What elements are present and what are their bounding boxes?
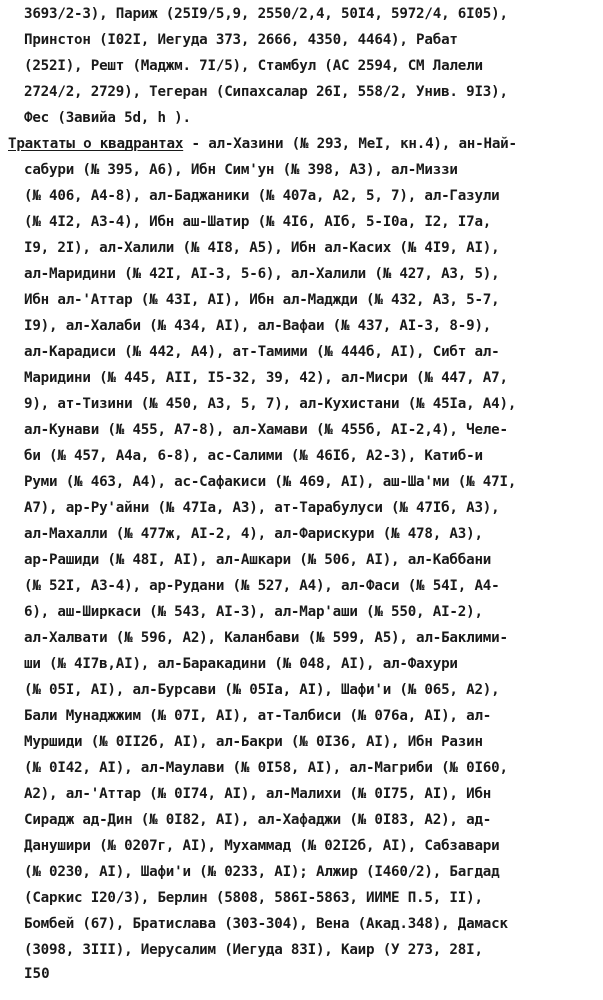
- text-line: ал-Маридини (№ 42I, АI-3, 5-6), ал-Халили (№ 427, А3, 5),: [24, 266, 500, 282]
- text-line: Бомбей (67), Братислава (303-304), Вена (Акад.348), Дамаск: [24, 916, 508, 932]
- text-line: Муршиди (№ 0II2б, АI), ал-Бакри (№ 0I36, АI), Ибн Разин: [24, 734, 483, 750]
- text-line: I9, 2I), ал-Халили (№ 4I8, А5), Ибн ал-Касих (№ 4I9, АI),: [24, 240, 500, 256]
- text-line: ар-Рашиди (№ 48I, АI), ал-Ашкари (№ 506, АI), ал-Каббани: [24, 552, 492, 568]
- text-line: Маридини (№ 445, АII, I5-32, 39, 42), ал-Мисри (№ 447, А7,: [24, 370, 508, 386]
- text-line: 9), ат-Тизини (№ 450, А3, 5, 7), ал-Кухистани (№ 45Iа, А4),: [24, 396, 517, 412]
- text-line: би (№ 457, А4а, 6-8), ас-Салими (№ 46Iб, А2-3), Катиб-и: [24, 448, 483, 464]
- text-line: (№ 05I, АI), ал-Бурсави (№ 05Iа, АI), Шафи'и (№ 065, А2),: [24, 682, 500, 698]
- text-line: ал-Халвати (№ 596, А2), Каланбави (№ 599, А5), ал-Баклими-: [24, 630, 508, 646]
- section-first-line: [8, 132, 517, 156]
- text-line: 3693/2-3), Париж (25I9/5,9, 2550/2,4, 50I4, 5972/4, 6I05),: [24, 6, 508, 22]
- text-line: Фес (Завийа 5d, h ).: [24, 110, 191, 126]
- text-line: Принстон (I02I, Иегуда 373, 2666, 4350, 4464), Рабат: [24, 32, 458, 48]
- text-line: ал-Кунави (№ 455, А7-8), ал-Хамави (№ 455б, АI-2,4), Челе-: [24, 422, 508, 438]
- section-term: Трактаты о квадрантах: [8, 136, 184, 152]
- text-line: (№ 52I, А3-4), ар-Рудани (№ 527, А4), ал-Фаси (№ 54I, А4-: [24, 578, 500, 594]
- text-line: (Саркис I20/3), Берлин (5808, 586I-5863, ИИМЕ П.5, II),: [24, 890, 483, 906]
- text-line: 2724/2, 2729), Тегеран (Сипахсалар 26I, 558/2, Унив. 9I3),: [24, 84, 508, 100]
- text-line: Сирадж ад-Дин (№ 0I82, АI), ал-Хафаджи (№ 0I83, А2), ад-: [24, 812, 492, 828]
- text-line: 6), аш-Ширкаси (№ 543, АI-3), ал-Мар'аши (№ 550, АI-2),: [24, 604, 483, 620]
- text-line: Руми (№ 463, А4), ас-Сафакиси (№ 469, АI), аш-Ша'ми (№ 47I,: [24, 474, 517, 490]
- text-line: (№ 0230, АI), Шафи'и (№ 0233, АI); Алжир (I460/2), Багдад: [24, 864, 500, 880]
- text-line: сабури (№ 395, А6), Ибн Сим'ун (№ 398, А3), ал-Миззи: [24, 162, 458, 178]
- text-line: ал-Махалли (№ 477ж, АI-2, 4), ал-Фарискури (№ 478, А3),: [24, 526, 483, 542]
- text-line: ал-Карадиси (№ 442, А4), ат-Тамими (№ 444б, АI), Сибт ал-: [24, 344, 500, 360]
- text-line: (252I), Решт (Маджм. 7I/5), Стамбул (АС 2594, СМ Лалели: [24, 58, 483, 74]
- text-line: (3098, 3III), Иерусалим (Иегуда 83I), Каир (У 273, 28I,: [24, 942, 483, 958]
- text-line: I9), ал-Халаби (№ 434, АI), ал-Вафаи (№ 437, АI-3, 8-9),: [24, 318, 492, 334]
- text-line: А2), ал-'Аттар (№ 0I74, АI), ал-Малихи (№ 0I75, АI), Ибн: [24, 786, 492, 802]
- text-line: (№ 0I42, АI), ал-Маулави (№ 0I58, АI), ал-Магриби (№ 0I60,: [24, 760, 508, 776]
- text-line: (№ 406, А4-8), ал-Баджаники (№ 407а, А2, 5, 7), ал-Газули: [24, 188, 500, 204]
- text-line: А7), ар-Ру'айни (№ 47Iа, А3), ат-Тарабулуси (№ 47Iб, А3),: [24, 500, 500, 516]
- section-first-line-rest: - ал-Хазини (№ 293, МеI, кн.4), ан-Най-: [183, 136, 517, 152]
- text-line: (№ 4I2, А3-4), Ибн аш-Шатир (№ 4I6, АIб, 5-I0а, I2, I7а,: [24, 214, 492, 230]
- text-line: Ибн ал-'Аттар (№ 43I, АI), Ибн ал-Маджди (№ 432, А3, 5-7,: [24, 292, 500, 308]
- text-line: Данушири (№ 0207г, АI), Мухаммад (№ 02I2б, АI), Сабзавари: [24, 838, 500, 854]
- page-number: I50: [24, 966, 50, 982]
- text-line: Бали Мунаджжим (№ 07I, АI), ат-Талбиси (№ 076а, АI), ал-: [24, 708, 492, 724]
- text-line: ши (№ 4I7в,АI), ал-Баракадини (№ 048, АI), ал-Фахури: [24, 656, 458, 672]
